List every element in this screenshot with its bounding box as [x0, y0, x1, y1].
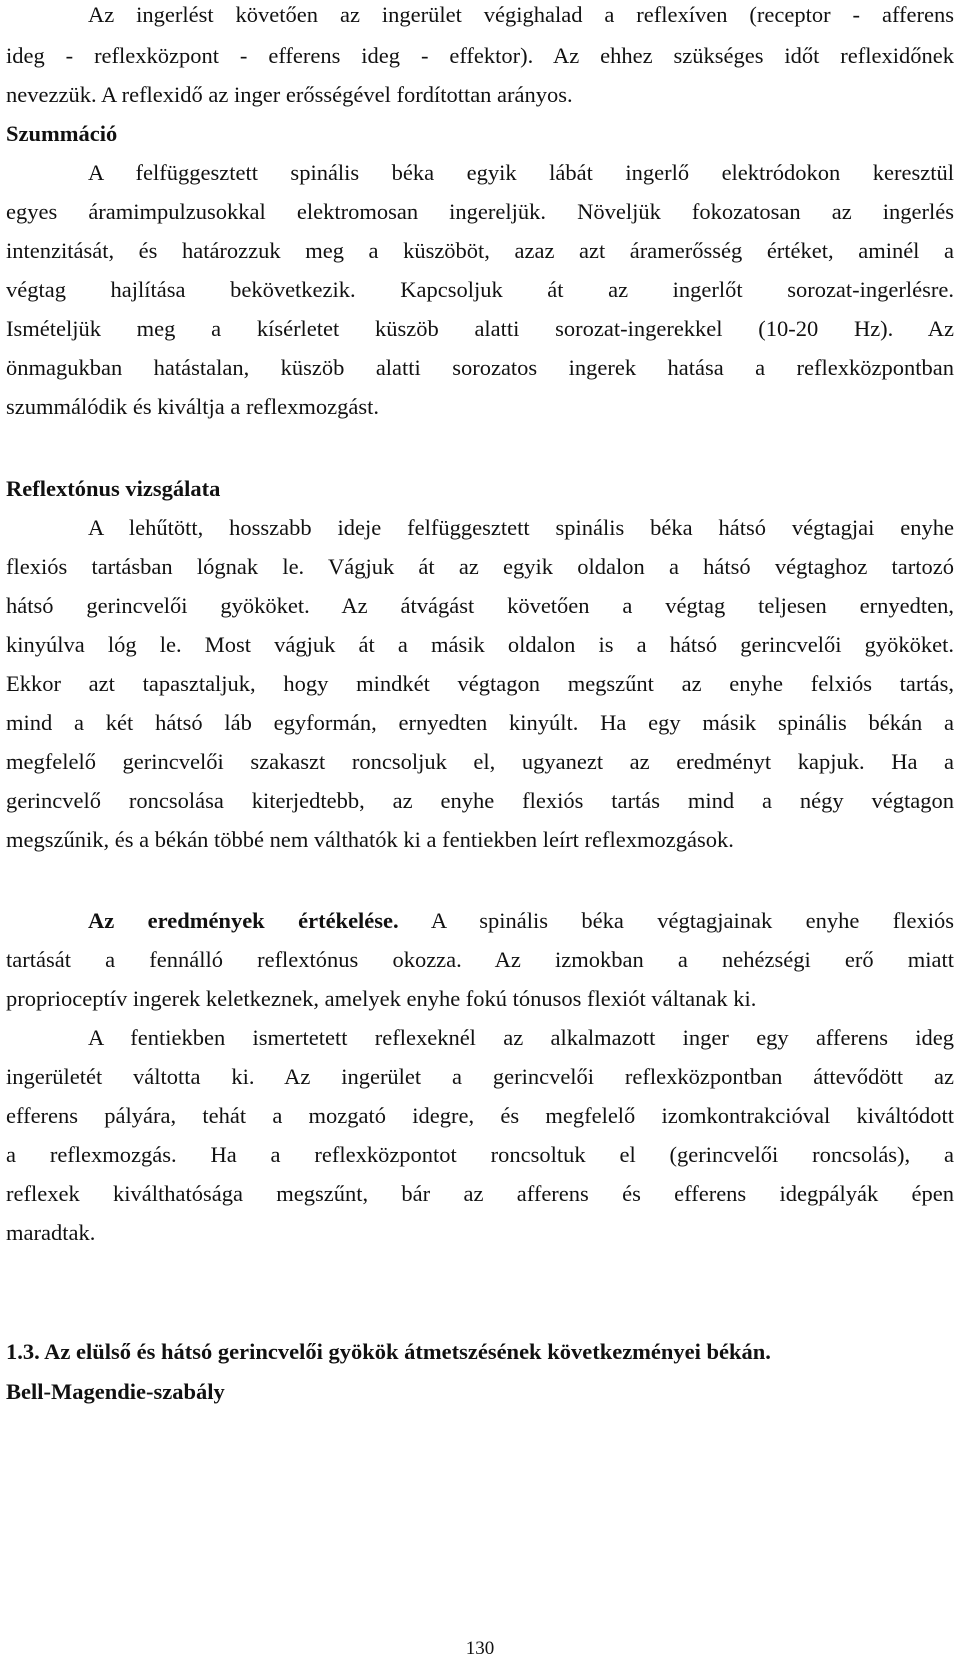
summation-line-2: egyes áramimpulzusokkal elektromosan ingereljük. Növeljük fokozatosan az ingerlés	[6, 199, 954, 224]
intro-line-1: Az ingerlést követően az ingerület végighalad a reflexíven (receptor - afferens	[88, 2, 954, 27]
evaluation-p2-line-3: efferens pályára, tehát a mozgató idegre, és megfelelő izomkontrakcióval kiváltódott	[6, 1103, 954, 1128]
tonus-line-8: gerincvelő roncsolása kiterjedtebb, az enyhe flexiós tartás mind a négy végtagon	[6, 788, 954, 813]
tonus-line-7: megfelelő gerincvelői szakaszt roncsoljuk el, ugyanezt az eredményt kapjuk. Ha a	[6, 749, 954, 774]
summation-line-6: önmagukban hatástalan, küszöb alatti sorozatos ingerek hatása a reflexközpontban	[6, 355, 954, 380]
section-1-3-heading: 1.3. Az elülső és hátsó gerincvelői gyökök átmetszésének következményei békán.	[6, 1339, 771, 1364]
evaluation-first-line	[88, 906, 954, 936]
section-1-3-subheading: Bell-Magendie-szabály	[6, 1379, 225, 1404]
tonus-line-6: mind a két hátsó láb egyformán, ernyedten kinyúlt. Ha egy másik spinális békán a	[6, 710, 954, 735]
evaluation-p2-line-4: a reflexmozgás. Ha a reflexközpontot roncsoltuk el (gerincvelői roncsolás), a	[6, 1142, 954, 1167]
tonus-line-1: A lehűtött, hosszabb ideje felfüggesztett spinális béka hátsó végtagjai enyhe	[88, 515, 954, 540]
evaluation-p2-line-5: reflexek kiválthatósága megszűnt, bár az afferens és efferens idegpályák épen	[6, 1181, 954, 1206]
tonus-line-4: kinyúlva lóg le. Most vágjuk át a másik oldalon is a hátsó gerincvelői gyököket.	[6, 632, 954, 657]
intro-line-2: ideg - reflexközpont - efferens ideg - effektor). Az ehhez szükséges időt reflexidőnek	[6, 43, 954, 68]
summation-line-5: Ismételjük meg a kísérletet küszöb alatti sorozat-ingerekkel (10-20 Hz). Az	[6, 316, 954, 341]
evaluation-first-line-rest: A spinális béka végtagjainak enyhe flexiós	[430, 908, 954, 933]
evaluation-p2-line-6: maradtak.	[6, 1220, 96, 1245]
summation-line-1: A felfüggesztett spinális béka egyik lábát ingerlő elektródokon keresztül	[88, 160, 954, 185]
evaluation-p2-line-1: A fentiekben ismertetett reflexeknél az alkalmazott inger egy afferens ideg	[88, 1025, 954, 1050]
page-number: 130	[465, 1638, 495, 1659]
evaluation-p2-line-2: ingerületét váltotta ki. Az ingerület a gerincvelői reflexközpontban áttevődött az	[6, 1064, 954, 1089]
tonus-line-3: hátsó gerincvelői gyököket. Az átvágást követően a végtag teljesen ernyedten,	[6, 593, 954, 618]
evaluation-heading: Az eredmények értékelése.	[88, 908, 399, 933]
summation-heading: Szummáció	[6, 121, 118, 146]
tonus-line-9: megszűnik, és a békán többé nem válthatók ki a fentiekben leírt reflexmozgások.	[6, 827, 734, 852]
tonus-line-5: Ekkor azt tapasztaljuk, hogy mindkét végtagon megszűnt az enyhe felxiós tartás,	[6, 671, 954, 696]
evaluation-line-2: tartását a fennálló reflextónus okozza. Az izmokban a nehézségi erő miatt	[6, 947, 954, 972]
summation-line-4: végtag hajlítása bekövetkezik. Kapcsoljuk át az ingerlőt sorozat-ingerlésre.	[6, 277, 954, 302]
intro-line-3: nevezzük. A reflexidő az inger erősségével fordítottan arányos.	[6, 82, 573, 107]
summation-line-3: intenzitását, és határozzuk meg a küszöböt, azaz azt áramerősség értéket, aminél a	[6, 238, 954, 263]
evaluation-line-3: proprioceptív ingerek keletkeznek, amelyek enyhe fokú tónusos flexiót váltanak ki.	[6, 986, 757, 1011]
tonus-line-2: flexiós tartásban lógnak le. Vágjuk át az egyik oldalon a hátsó végtaghoz tartozó	[6, 554, 954, 579]
tonus-heading: Reflextónus vizsgálata	[6, 476, 221, 501]
summation-line-7: szummálódik és kiváltja a reflexmozgást.	[6, 394, 380, 419]
